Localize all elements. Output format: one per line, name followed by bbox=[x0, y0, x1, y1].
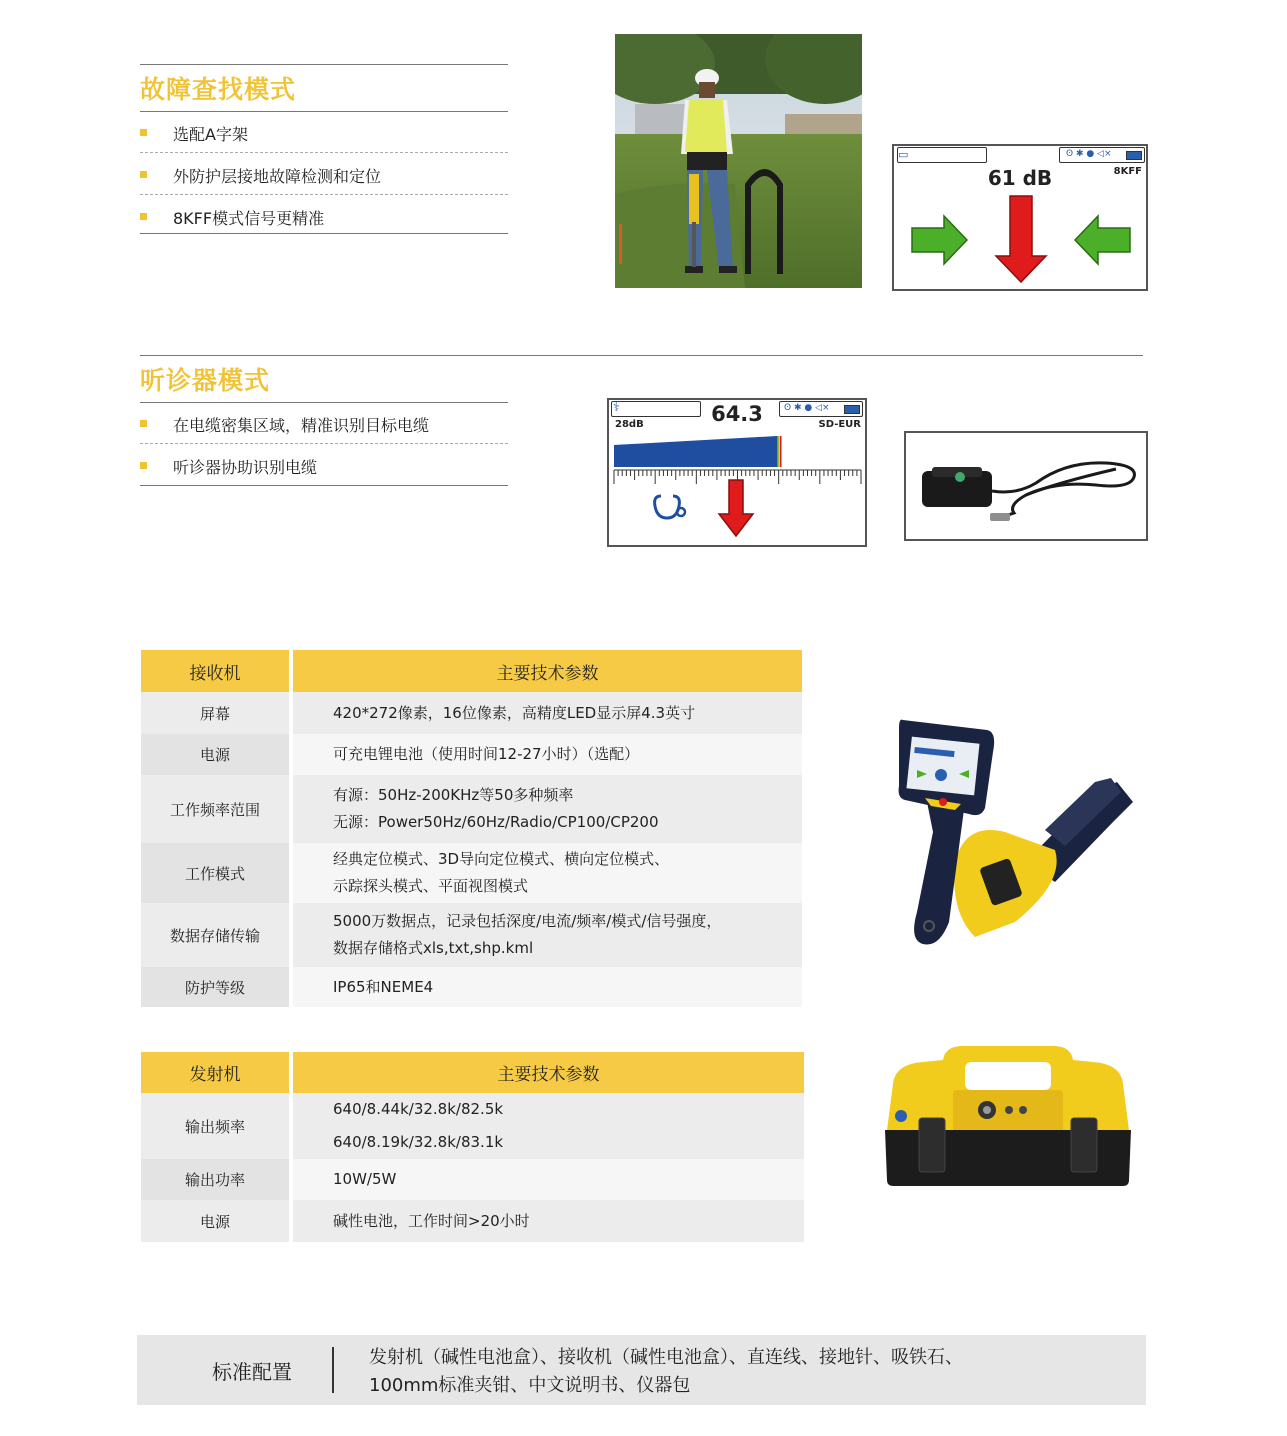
section-divider bbox=[140, 355, 1143, 356]
table-header: 发射机 bbox=[141, 1052, 293, 1093]
row-label: 电源 bbox=[141, 1200, 293, 1242]
down-arrow-icon bbox=[719, 480, 753, 536]
divider bbox=[140, 152, 508, 153]
gain-label: 28dB bbox=[615, 419, 644, 430]
section-divider bbox=[140, 233, 508, 234]
bluetooth-icon: ʘ ✱ ● ◁× bbox=[1066, 149, 1112, 159]
signal-bar bbox=[614, 436, 782, 467]
section-divider bbox=[140, 485, 508, 486]
table-row bbox=[141, 692, 802, 734]
row-value: 640/8.44k/32.8k/82.5k 640/8.19k/32.8k/83.1k bbox=[293, 1093, 804, 1159]
row-label: 电源 bbox=[141, 734, 293, 775]
table-row bbox=[141, 734, 802, 775]
section-divider bbox=[140, 402, 508, 403]
table-header: 主要技术参数 bbox=[293, 650, 802, 692]
standard-config-items: 发射机（碱性电池盒）、接收机（碱性电池盒）、直连线、接地针、吸铁石、 100mm标准夹钳、中文说明书、仪器包 bbox=[369, 1347, 963, 1396]
mode-label: 8KFF bbox=[1113, 166, 1142, 177]
divider bbox=[332, 1347, 334, 1393]
stethoscope-small-icon: ⚕ bbox=[613, 400, 620, 414]
row-label: 防护等级 bbox=[141, 967, 293, 1007]
divider bbox=[140, 443, 508, 444]
stethoscope-icon bbox=[655, 496, 680, 518]
row-value: IP65和NEME4 bbox=[293, 967, 802, 1007]
table-row bbox=[141, 1093, 804, 1159]
fault-find-screen bbox=[892, 144, 1148, 291]
worker-photo bbox=[615, 34, 862, 288]
signal-value: 61 dB bbox=[987, 166, 1053, 190]
table-row bbox=[141, 1200, 804, 1242]
divider bbox=[140, 194, 508, 195]
stethoscope-probe-photo bbox=[904, 431, 1148, 541]
section-divider bbox=[140, 111, 508, 112]
display-icon: ▭ bbox=[898, 148, 909, 161]
fault-section-title: 故障查找模式 bbox=[140, 75, 297, 104]
left-arrow-icon bbox=[1075, 216, 1130, 264]
table-row bbox=[141, 903, 802, 967]
row-label: 工作模式 bbox=[141, 843, 293, 903]
down-arrow-icon bbox=[996, 196, 1046, 282]
table-row bbox=[141, 843, 802, 903]
row-label: 输出功率 bbox=[141, 1159, 293, 1200]
mode-label: SD-EUR bbox=[818, 419, 861, 430]
table-header: 主要技术参数 bbox=[293, 1052, 804, 1093]
signal-value: 64.3 bbox=[711, 402, 763, 426]
row-label: 输出频率 bbox=[141, 1093, 293, 1159]
transmitter-spec-table bbox=[141, 1052, 804, 1242]
table-row bbox=[141, 775, 802, 843]
receiver-photo bbox=[895, 712, 1135, 950]
row-value: 可充电锂电池（使用时间12-27小时）（选配） bbox=[293, 734, 802, 775]
row-label: 屏幕 bbox=[141, 692, 293, 734]
table-row bbox=[141, 1159, 804, 1200]
signal-graphic bbox=[609, 400, 865, 545]
row-value: 经典定位模式、3D导向定位模式、横向定位模式、 示踪探头模式、平面视图模式 bbox=[293, 843, 802, 903]
row-value: 有源：50Hz-200KHz等50多种频率 无源：Power50Hz/60Hz/Radio/CP100/CP200 bbox=[293, 775, 802, 843]
table-row bbox=[141, 967, 802, 1007]
row-value: 10W/5W bbox=[293, 1159, 804, 1200]
row-value: 420*272像素，16位像素，高精度LED显示屏4.3英寸 bbox=[293, 692, 802, 734]
table-header: 接收机 bbox=[141, 650, 293, 692]
row-label: 工作频率范围 bbox=[141, 775, 293, 843]
standard-config-label: 标准配置 bbox=[212, 1360, 292, 1384]
direction-arrows bbox=[894, 146, 1146, 289]
transmitter-photo bbox=[883, 1044, 1133, 1186]
standard-config-bar bbox=[137, 1335, 1146, 1405]
row-value: 5000万数据点，记录包括深度/电流/频率/模式/信号强度， 数据存储格式xls,txt,shp.kml bbox=[293, 903, 802, 967]
row-label: 数据存储传输 bbox=[141, 903, 293, 967]
row-value: 碱性电池，工作时间>20小时 bbox=[293, 1200, 804, 1242]
signal-level-bar bbox=[614, 436, 777, 467]
right-arrow-icon bbox=[912, 216, 967, 264]
bluetooth-icon: ʘ ✱ ● ◁× bbox=[784, 403, 830, 413]
stethoscope-screen bbox=[607, 398, 867, 547]
section-divider bbox=[140, 64, 508, 65]
receiver-spec-table bbox=[141, 650, 802, 1007]
stetho-section-title: 听诊器模式 bbox=[140, 366, 271, 395]
